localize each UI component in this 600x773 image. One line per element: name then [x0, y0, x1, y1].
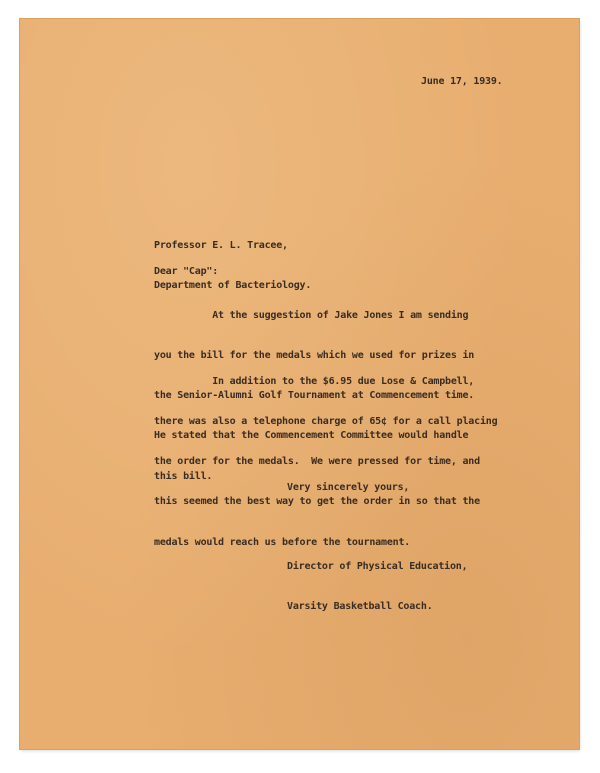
paragraph-line: He stated that the Commencement Committee would handle: [154, 430, 469, 442]
paragraph-line: the Senior-Alumni Golf Tournament at Commencement time.: [154, 390, 475, 402]
paragraph-line: the order for the medals. We were pressed for time, and: [154, 456, 480, 468]
signature-block: [287, 533, 467, 640]
signer-title-2: Varsity Basketball Coach.: [287, 601, 433, 613]
paragraph-line: this seemed the best way to get the order in so that the: [154, 496, 480, 508]
paragraph-line: there was also a telephone charge of 65¢ for a call placing: [154, 416, 498, 428]
complimentary-closing: Very sincerely yours,: [287, 482, 410, 493]
signer-title: Director of Physical Education,: [287, 560, 468, 572]
paragraph-line: this bill.: [154, 470, 213, 482]
letter-date: June 17, 1939.: [421, 76, 503, 87]
paragraph-line: you the bill for the medals which we used for prizes in: [154, 350, 475, 362]
paragraph-line: medals would reach us before the tournament.: [154, 536, 411, 548]
paragraph-line: In addition to the $6.95 due Lose & Campbell,: [154, 375, 475, 387]
salutation: Dear "Cap":: [154, 266, 219, 277]
letter-page: [20, 19, 579, 749]
paragraph-line: At the suggestion of Jake Jones I am sending: [154, 309, 469, 321]
recipient-department: Department of Bacteriology.: [154, 280, 312, 292]
recipient-name: Professor E. L. Tracee,: [154, 239, 288, 251]
